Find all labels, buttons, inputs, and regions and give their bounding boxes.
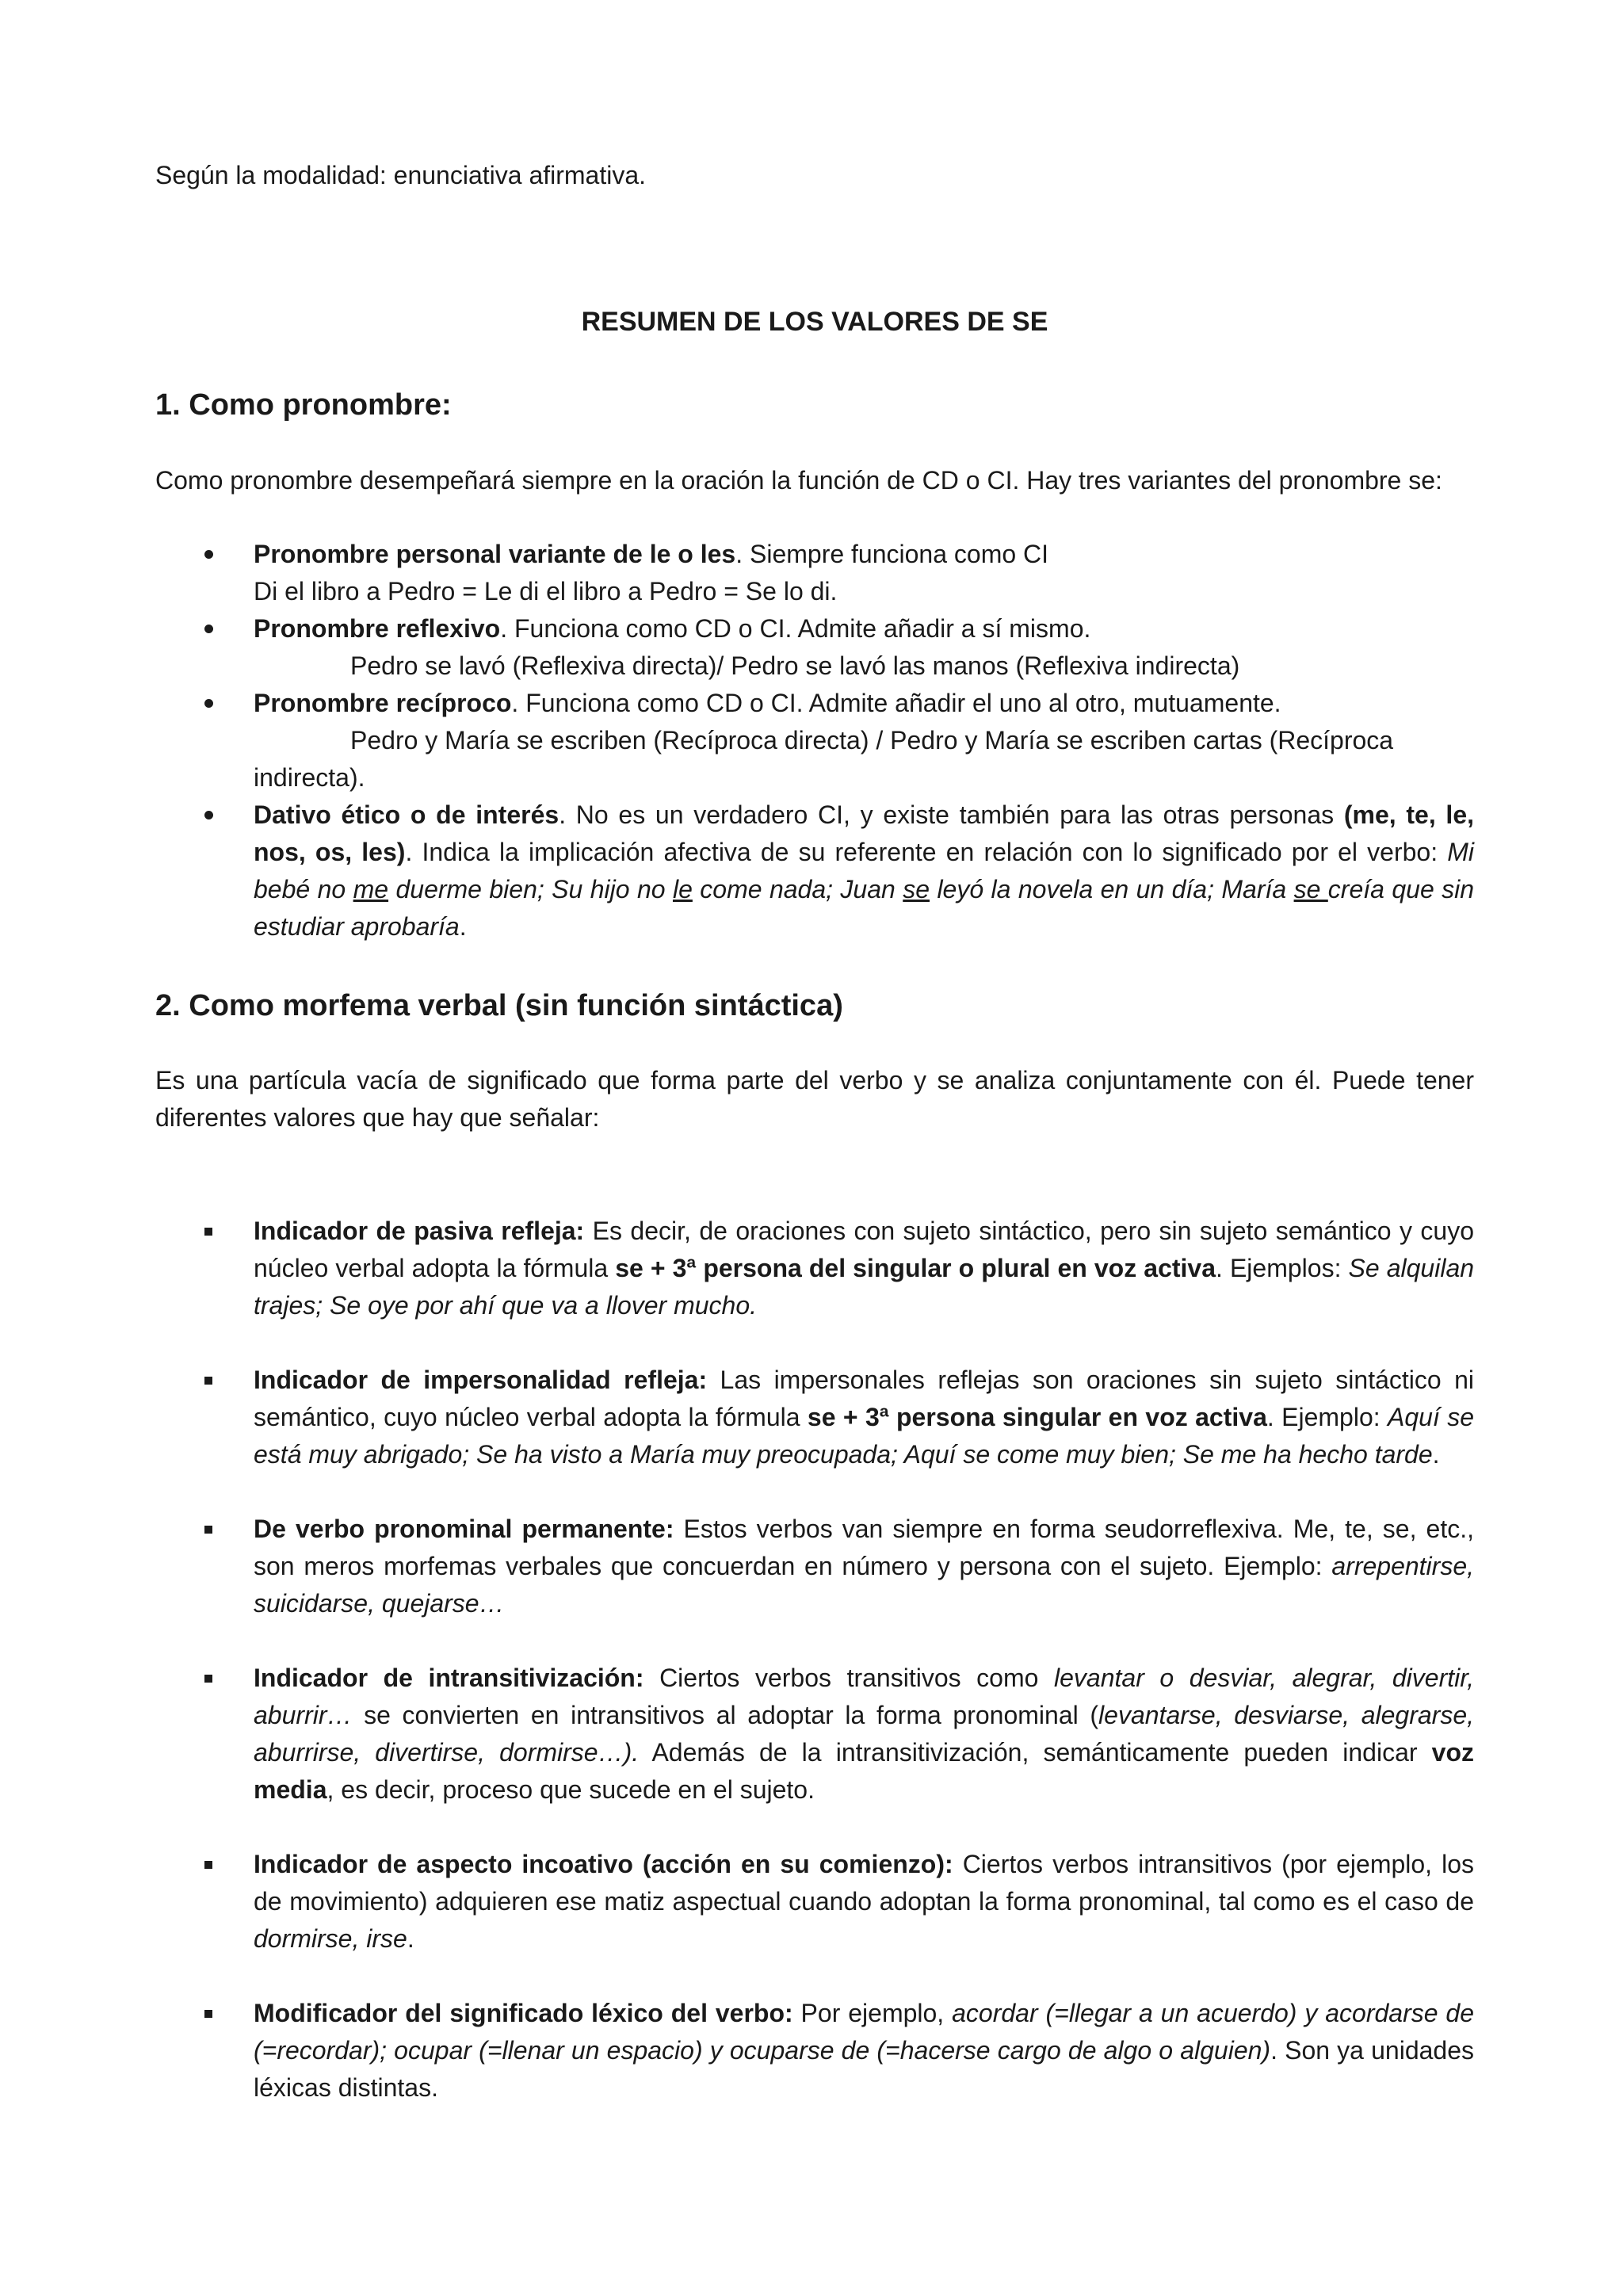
bullet-icon: [204, 1511, 212, 1548]
list-item: Indicador de pasiva refleja: Es decir, de oraciones con sujeto sintáctico, pero sin sujeto semántico y cuyo núcleo verbal adopta la fórmula se + 3ª persona del singular o plural en voz activa. Ejemplos: Se alquilan trajes; Se oye por ahí que va a llover mucho.: [155, 1213, 1474, 1324]
item-example: Di el libro a Pedro = Le di el libro a Pedro = Se lo di.: [254, 577, 838, 606]
list-item: Indicador de impersonalidad refleja: Las impersonales reflejas son oraciones sin sujeto sintáctico ni semántico, cuyo núcleo verbal adopta la fórmula se + 3ª persona singular en voz activa. Ejemplo: Aquí se está muy abrigado; Se ha visto a María muy preocupada; Aquí se come muy bien; Se me ha hecho tarde.: [155, 1362, 1474, 1473]
item-text: . Funciona como CD o CI. Admite añadir el uno al otro, mutuamente.: [511, 689, 1281, 717]
bullet-icon: [204, 1362, 212, 1399]
item-example: Pedro se lavó (Reflexiva directa)/ Pedro se lavó las manos (Reflexiva indirecta): [350, 651, 1240, 680]
list-item: [155, 685, 1474, 797]
item-example: Pedro y María se escriben (Recíproca directa) / Pedro y María se escriben cartas (Recíproca: [350, 726, 1394, 755]
list-item: De verbo pronominal permanente: Estos verbos van siempre en forma seudorreflexiva. Me, te, se, etc., son meros morfemas verbales que concuerdan en número y persona con el sujeto. Ejemplo: arrepentirse, suicidarse, quejarse…: [155, 1511, 1474, 1622]
item-term: Pronombre recíproco: [254, 689, 512, 717]
bullet-icon: [204, 1660, 212, 1697]
bullet-icon: [204, 685, 236, 722]
section1-heading: 1. Como pronombre:: [155, 388, 452, 422]
item-example-cont: indirecta).: [254, 763, 365, 792]
list-item: Dativo ético o de interés. No es un verdadero CI, y existe también para las otras personas (me, te, le, nos, os, les). Indica la implicación afectiva de su referente en relación con lo significado por el verbo: Mi bebé no me duerme bien; Su hijo no le come nada; Juan se leyó la novela en un día; María se creía que sin estudiar aprobaría.: [155, 797, 1474, 946]
intro-line: Según la modalidad: enunciativa afirmativa.: [155, 161, 647, 189]
section2-list: [155, 1213, 1474, 2144]
item-term: Pronombre reflexivo: [254, 614, 501, 643]
bullet-icon: [204, 1846, 212, 1883]
item-text: . Funciona como CD o CI. Admite añadir a sí mismo.: [500, 614, 1091, 643]
list-item: [155, 536, 1474, 610]
document-page: [155, 0, 1474, 2296]
bullet-icon: [204, 536, 236, 573]
list-item: Modificador del significado léxico del verbo: Por ejemplo, acordar (=llegar a un acuerdo) y acordarse de (=recordar); ocupar (=llenar un espacio) y ocuparse de (=hacerse cargo de algo o alguien). Son ya unidades léxicas distintas.: [155, 1995, 1474, 2107]
section2-intro: Es una partícula vacía de significado que forma parte del verbo y se analiza conjuntamente con él. Puede tener diferentes valores que hay que señalar:: [155, 1066, 1474, 1132]
section1-list: [155, 536, 1474, 946]
section2-heading: 2. Como morfema verbal (sin función sintáctica): [155, 989, 843, 1022]
list-item: Indicador de intransitivización: Ciertos verbos transitivos como levantar o desviar, alegrar, divertir, aburrir… se convierten en intransitivos al adoptar la forma pronominal (levantarse, desviarse, alegrarse, aburrirse, divertirse, dormirse…). Además de la intransitivización, semánticamente pueden indicar voz media, es decir, proceso que sucede en el sujeto.: [155, 1660, 1474, 1809]
list-item: [155, 610, 1474, 685]
bullet-icon: [204, 797, 236, 834]
section1-intro: Como pronombre desempeñará siempre en la oración la función de CD o CI. Hay tres variantes del pronombre se:: [155, 466, 1442, 495]
item-text: . Siempre funciona como CI: [735, 540, 1049, 568]
document-title: RESUMEN DE LOS VALORES DE SE: [581, 307, 1048, 337]
bullet-icon: [204, 610, 236, 648]
bullet-icon: [204, 1995, 212, 2032]
item-term: Pronombre personal variante de le o les: [254, 540, 736, 568]
list-item: Indicador de aspecto incoativo (acción en su comienzo): Ciertos verbos intransitivos (por ejemplo, los de movimiento) adquieren ese matiz aspectual cuando adoptan la forma pronominal, tal como es el caso de dormirse, irse.: [155, 1846, 1474, 1958]
bullet-icon: [204, 1213, 212, 1250]
